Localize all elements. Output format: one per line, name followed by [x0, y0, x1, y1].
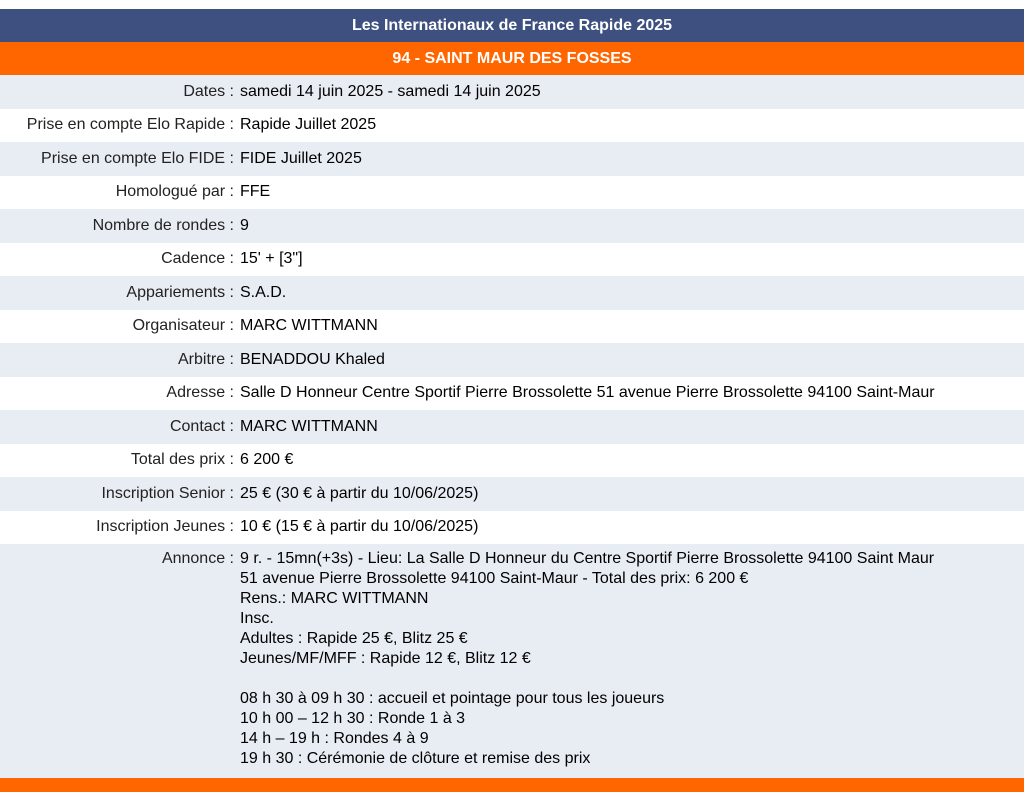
row-inscription-jeunes: [0, 511, 1024, 545]
contact-label: Contact :: [169, 417, 234, 435]
row-rondes: [0, 209, 1024, 243]
row-inscription-senior: [0, 477, 1024, 511]
contact-value: MARC WITTMANN: [240, 417, 378, 435]
row-dates: [0, 75, 1024, 109]
row-contact: [0, 410, 1024, 444]
annonce-line: Insc.: [240, 610, 274, 627]
inscription-senior-value: 25 € (30 € à partir du 10/06/2025): [240, 484, 479, 502]
cadence-value: 15' + [3"]: [240, 250, 303, 268]
row-adresse: [0, 377, 1024, 411]
row-total-prix: [0, 444, 1024, 478]
annonce-line: 51 avenue Pierre Brossolette 94100 Saint-Maur - Total des prix: 6 200 €: [240, 570, 749, 587]
annonce-line: Rens.: MARC WITTMANN: [240, 590, 429, 607]
row-homologue: [0, 176, 1024, 210]
row-annonce: [0, 544, 1024, 778]
adresse-label: Adresse :: [166, 384, 234, 402]
organisateur-value: MARC WITTMANN: [240, 317, 378, 335]
arbitre-label: Arbitre :: [177, 350, 234, 368]
row-elo-rapide: [0, 109, 1024, 143]
rondes-value: 9: [240, 216, 249, 234]
annonce-line: [240, 669, 1024, 689]
elo-rapide-label: Prise en compte Elo Rapide :: [26, 116, 234, 134]
homologue-value: FFE: [240, 183, 271, 201]
dates-label: Dates :: [183, 82, 234, 100]
row-arbitre: [0, 343, 1024, 377]
annonce-line: 10 h 00 – 12 h 30 : Ronde 1 à 3: [240, 710, 466, 727]
footer-bar: [0, 778, 1024, 792]
elo-fide-label: Prise en compte Elo FIDE :: [41, 149, 234, 167]
annonce-line: 08 h 30 à 09 h 30 : accueil et pointage pour tous les joueurs: [240, 690, 665, 707]
annonce-line: 19 h 30 : Cérémonie de clôture et remise des prix: [240, 750, 591, 767]
organisateur-label: Organisateur :: [132, 317, 234, 335]
annonce-line: 9 r. - 15mn(+3s) - Lieu: La Salle D Honneur du Centre Sportif Pierre Brossolette 94100 Saint Maur: [240, 550, 935, 567]
arbitre-value: BENADDOU Khaled: [240, 350, 385, 368]
appariements-label: Appariements :: [126, 283, 234, 301]
elo-rapide-value: Rapide Juillet 2025: [240, 116, 377, 134]
appariements-value: S.A.D.: [240, 283, 287, 301]
annonce-label: Annonce :: [161, 550, 234, 567]
inscription-jeunes-value: 10 € (15 € à partir du 10/06/2025): [240, 518, 479, 536]
cadence-label: Cadence :: [161, 250, 234, 268]
annonce-line: Jeunes/MF/MFF : Rapide 12 €, Blitz 12 €: [240, 650, 531, 667]
inscription-senior-label: Inscription Senior :: [101, 484, 234, 502]
homologue-label: Homologué par :: [115, 183, 234, 201]
tournament-title: Les Internationaux de France Rapide 2025: [0, 9, 1024, 42]
row-elo-fide: [0, 142, 1024, 176]
dates-value: samedi 14 juin 2025 - samedi 14 juin 2025: [240, 82, 541, 100]
inscription-jeunes-label: Inscription Jeunes :: [96, 518, 234, 536]
annonce-text: [240, 549, 1024, 769]
annonce-line: 14 h – 19 h : Rondes 4 à 9: [240, 730, 429, 747]
total-prix-value: 6 200 €: [240, 451, 294, 469]
row-appariements: [0, 276, 1024, 310]
elo-fide-value: FIDE Juillet 2025: [240, 149, 362, 167]
tournament-location: 94 - SAINT MAUR DES FOSSES: [0, 42, 1024, 75]
row-organisateur: [0, 310, 1024, 344]
adresse-value: Salle D Honneur Centre Sportif Pierre Brossolette 51 avenue Pierre Brossolette 94100 Saint-Maur: [240, 384, 935, 402]
row-cadence: [0, 243, 1024, 277]
annonce-line: Adultes : Rapide 25 €, Blitz 25 €: [240, 630, 468, 647]
tournament-info-table: [0, 9, 1024, 792]
rondes-label: Nombre de rondes :: [92, 216, 234, 234]
total-prix-label: Total des prix :: [130, 451, 234, 469]
